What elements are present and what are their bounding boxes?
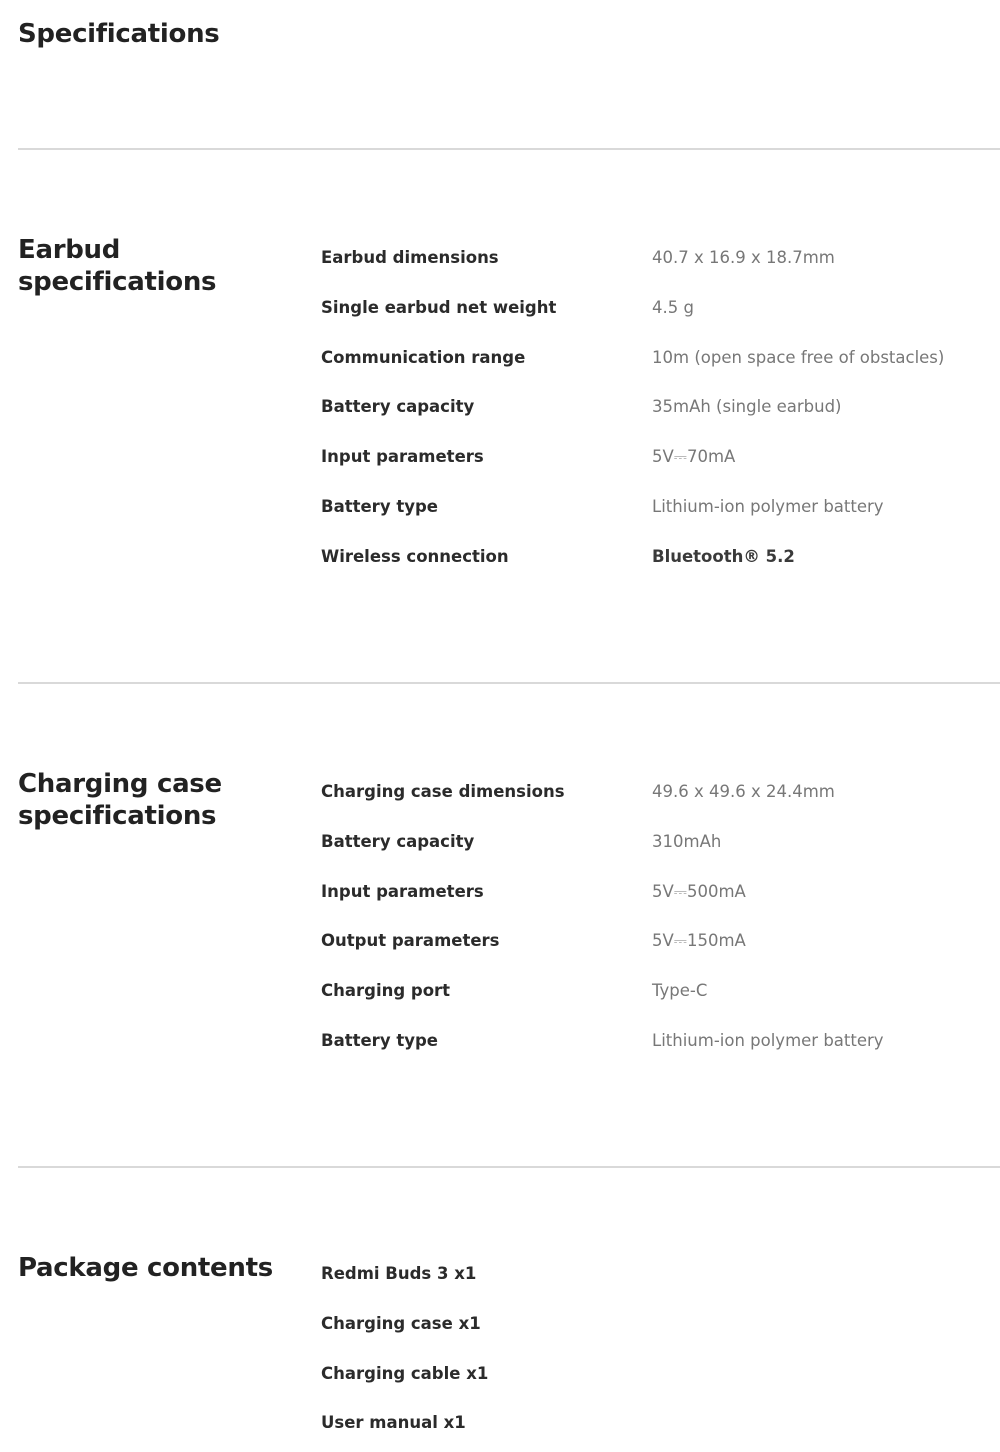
spec-row bbox=[321, 970, 1000, 1020]
spec-value: Type-C bbox=[652, 981, 708, 1001]
list-item bbox=[321, 1353, 1000, 1403]
spec-label: Output parameters bbox=[321, 931, 500, 951]
spec-label: Battery capacity bbox=[321, 397, 475, 417]
spec-label: Battery capacity bbox=[321, 831, 475, 851]
spec-label: Charging case dimensions bbox=[321, 782, 565, 801]
list-item bbox=[321, 1303, 1000, 1353]
section-divider bbox=[18, 682, 1000, 684]
spec-label: Charging port bbox=[321, 981, 451, 1001]
list-item bbox=[321, 1253, 1000, 1303]
spec-row bbox=[321, 287, 1000, 337]
spec-value: Lithium-ion polymer battery bbox=[652, 1030, 884, 1050]
spec-value: 35mAh (single earbud) bbox=[652, 397, 842, 417]
spec-list bbox=[321, 771, 1000, 1070]
page-title: Specifications bbox=[18, 19, 220, 49]
section-divider bbox=[18, 148, 1000, 150]
spec-row bbox=[321, 871, 1000, 921]
spec-row bbox=[321, 821, 1000, 871]
list-item bbox=[321, 1402, 1000, 1452]
spec-value: Lithium-ion polymer battery bbox=[652, 496, 884, 516]
spec-row bbox=[321, 486, 1000, 536]
spec-label: Single earbud net weight bbox=[321, 297, 557, 317]
spec-value: 5V⎓70mA bbox=[652, 447, 736, 467]
section-divider bbox=[18, 1166, 1000, 1168]
spec-value: 10m (open space free of obstacles) bbox=[652, 347, 945, 367]
spec-value: 310mAh bbox=[652, 831, 722, 851]
spec-value: 5V⎓500mA bbox=[652, 881, 746, 901]
spec-label: Input parameters bbox=[321, 447, 484, 467]
package-list bbox=[321, 1253, 1000, 1452]
section-title: Charging case specifications bbox=[18, 769, 222, 831]
package-item: Charging cable x1 bbox=[321, 1363, 489, 1383]
spec-label: Communication range bbox=[321, 347, 526, 367]
package-item: User manual x1 bbox=[321, 1413, 466, 1433]
spec-value: 5V⎓150mA bbox=[652, 931, 746, 951]
spec-value: Bluetooth® 5.2 bbox=[652, 546, 795, 566]
spec-row bbox=[321, 536, 1000, 586]
spec-value: 40.7 x 16.9 x 18.7mm bbox=[652, 248, 835, 267]
spec-row bbox=[321, 1020, 1000, 1070]
package-item: Charging case x1 bbox=[321, 1313, 481, 1333]
section-title: Package contents bbox=[18, 1253, 273, 1283]
spec-value: 49.6 x 49.6 x 24.4mm bbox=[652, 782, 835, 801]
spec-label: Input parameters bbox=[321, 881, 484, 901]
package-item: Redmi Buds 3 x1 bbox=[321, 1264, 477, 1283]
spec-row bbox=[321, 920, 1000, 970]
spec-label: Battery type bbox=[321, 1030, 438, 1050]
spec-row bbox=[321, 771, 1000, 821]
spec-row bbox=[321, 337, 1000, 387]
spec-label: Earbud dimensions bbox=[321, 248, 499, 267]
spec-label: Wireless connection bbox=[321, 546, 509, 566]
spec-row bbox=[321, 237, 1000, 287]
spec-row bbox=[321, 436, 1000, 486]
section-title: Earbud specifications bbox=[18, 235, 217, 297]
spec-list bbox=[321, 237, 1000, 586]
spec-row bbox=[321, 386, 1000, 436]
spec-value: 4.5 g bbox=[652, 297, 694, 317]
spec-label: Battery type bbox=[321, 496, 438, 516]
